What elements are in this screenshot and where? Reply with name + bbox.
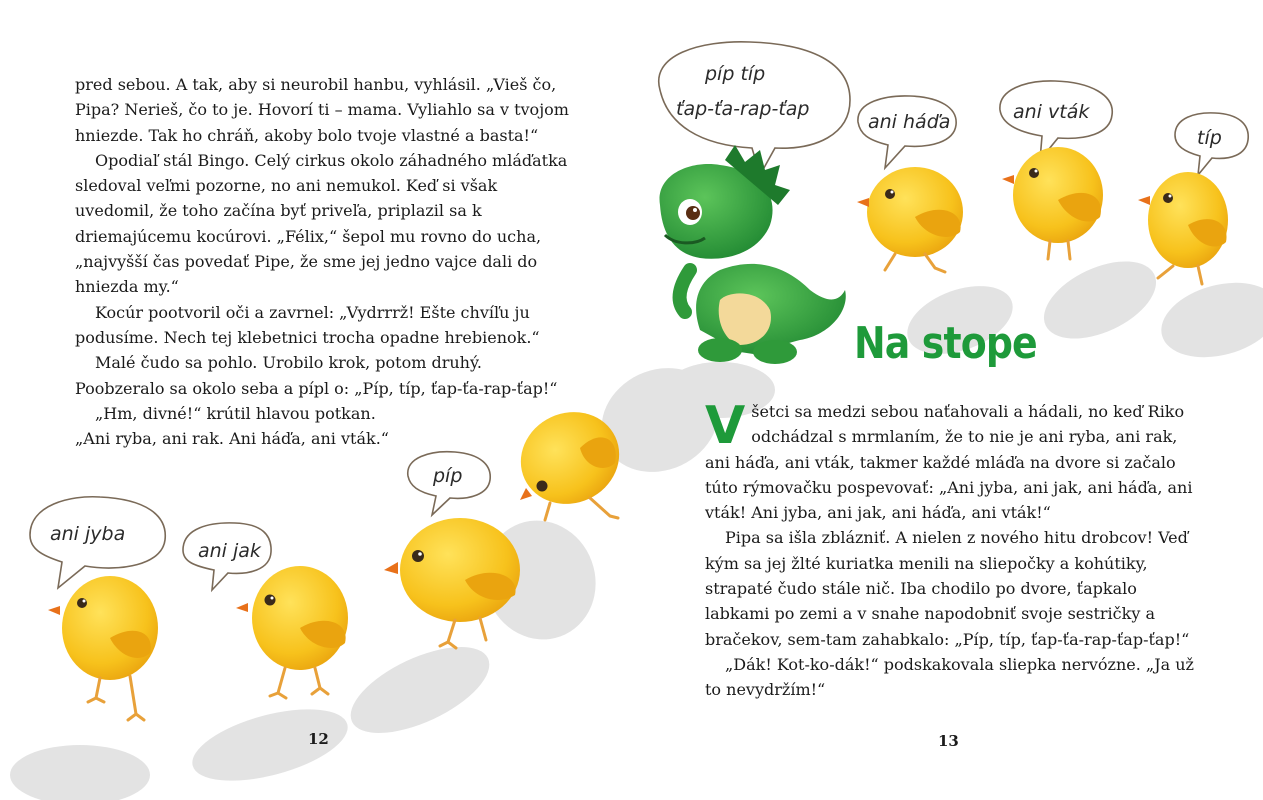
bubble-text-ani-vtak: ani vták xyxy=(1013,101,1090,123)
page-number: 12 xyxy=(308,730,329,748)
paragraph xyxy=(705,396,1195,525)
drop-cap: V xyxy=(705,396,746,456)
right-page xyxy=(632,0,1263,800)
chapter-heading: Na stope xyxy=(854,318,1037,369)
right-page-text xyxy=(705,396,1195,703)
paragraph: Kocúr pootvoril oči a zavrnel: „Vydrrrž! Ešte chvíľu ju podusíme. Nech tej klebetnici trocha opadne hrebienok.“ xyxy=(75,302,540,347)
bubble-text-tap-ta-rap-tap: ťap-ťa-rap-ťap xyxy=(676,98,810,120)
page-number: 13 xyxy=(938,732,959,750)
bubble-text-pip: píp xyxy=(433,465,463,487)
paragraph: Opodiaľ stál Bingo. Celý cirkus okolo záhadného mláďatka sledoval veľmi pozorne, no ani nemukol. Keď si však uvedomil, že toho začína byť priveľa, priplazil sa k driemajúcemu kocúrovi. „Félix,“ šepol mu rovno do ucha, „najvyšší čas povedať Pipe, že sme jej jedno vajce dali do hniezda my.“ xyxy=(75,150,568,297)
bubble-text-ani-jak: ani jak xyxy=(198,540,261,562)
bubble-text-pip-tip: píp típ xyxy=(705,63,766,85)
bubble-text-ani-jyba: ani jyba xyxy=(50,523,126,545)
paragraph: Malé čudo sa pohlo. Urobilo krok, potom druhý. Poobzeralo sa okolo seba a pípl o: „Píp, típ, ťap-ťa-rap-ťap!“ xyxy=(75,353,558,398)
paragraph: „Hm, divné!“ krútil hlavou potkan. xyxy=(95,403,376,423)
paragraph: „Dák! Kot-ko-dák!“ podskakovala sliepka nervózne. „Ja už to nevydržím!“ xyxy=(705,654,1194,700)
paragraph: pred sebou. A tak, aby si neurobil hanbu, vyhlásil. „Vieš čo, Pipa? Nerieš, čo to je. Hovorí ti – mama. Vyliahlo sa v tvojom hniezde. Tak ho chráň, akoby bolo tvoje vlastné a basta!“ xyxy=(75,75,569,145)
paragraph-body: šetci sa medzi sebou naťahovali a hádali, no keď Riko odchádzal s mrmlaním, že to nie je ani ryba, ani rak, ani háďa, ani vták, takmer každé mláďa na dvore si začalo túto rýmovačku pospevovať: „Ani jyba, ani jak, ani háďa, ani vták! Ani jyba, ani jak, ani háďa, ani vták!“ xyxy=(705,402,1193,523)
paragraph: „Ani ryba, ani rak. Ani háďa, ani vták.“ xyxy=(75,429,389,449)
bubble-text-tip: típ xyxy=(1197,127,1222,149)
left-page-text xyxy=(75,72,575,451)
bubble-text-ani-hada: ani háďa xyxy=(868,111,951,133)
paragraph: Pipa sa išla zblázniť. A nielen z nového hitu drobcov! Veď kým sa jej žlté kuriatka menili na sliepočky a kohútiky, strapaté čudo stále nič. Iba chodilo po dvore, ťapkalo labkami po zemi a v snahe napodobniť svoje sestričky a bračekov, sem-tam zahabkalo: „Píp, típ, ťap-ťa-rap-ťap-ťap!“ xyxy=(705,528,1190,649)
